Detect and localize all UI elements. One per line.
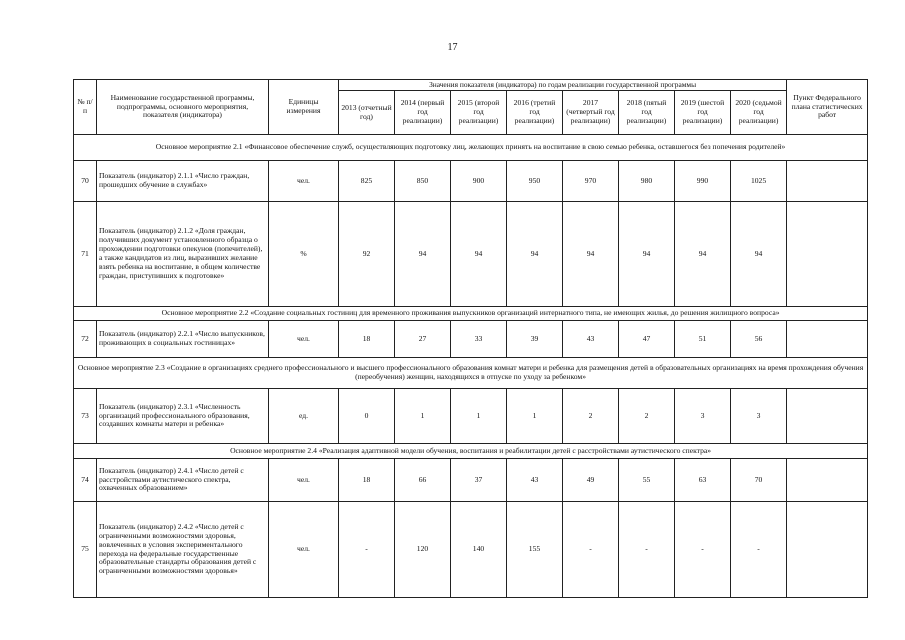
stat-plan-cell: [787, 321, 868, 358]
row-number: 73: [74, 389, 97, 444]
value-cell: 155: [507, 502, 563, 598]
value-cell: 0: [339, 389, 395, 444]
value-cell: 3: [675, 389, 731, 444]
value-cell: 1025: [731, 161, 787, 202]
indicator-name: Показатель (индикатор) 2.4.1 «Число детей с расстройствами аутистического спектра, охваченных образованием»: [97, 459, 269, 502]
value-cell: 94: [507, 202, 563, 307]
unit-cell: чел.: [269, 459, 339, 502]
value-cell: 55: [619, 459, 675, 502]
value-cell: 950: [507, 161, 563, 202]
value-cell: 1: [395, 389, 451, 444]
section-row: Основное мероприятие 2.2 «Создание социальных гостиниц для временного проживания выпускников организаций интернатного типа, не имеющих жилья, до решения жилищного вопроса»: [74, 307, 868, 321]
header-name: Наименование государственной программы, подпрограммы, основного мероприятия, показателя (индикатора): [97, 80, 269, 135]
unit-cell: чел.: [269, 321, 339, 358]
value-cell: -: [619, 502, 675, 598]
value-cell: 92: [339, 202, 395, 307]
header-year-2016: 2016 (третий год реализации): [507, 91, 563, 135]
indicator-name: Показатель (индикатор) 2.1.2 «Доля граждан, получивших документ установленного образца о прохождении подготовки опекунов (попечителей), а также кандидатов из лиц, выразивших желание взять ребенка на воспитание, в общем количестве граждан, приступивших к подготовке»: [97, 202, 269, 307]
value-cell: 94: [675, 202, 731, 307]
value-cell: 94: [619, 202, 675, 307]
header-year-2020: 2020 (седьмой год реализации): [731, 91, 787, 135]
indicator-name: Показатель (индикатор) 2.1.1 «Число граждан, прошедших обучение в службах»: [97, 161, 269, 202]
header-num: № п/п: [74, 80, 97, 135]
stat-plan-cell: [787, 389, 868, 444]
value-cell: 900: [451, 161, 507, 202]
row-number: 72: [74, 321, 97, 358]
header-year-2018: 2018 (пятый год реализации): [619, 91, 675, 135]
header-year-2014: 2014 (первый год реализации): [395, 91, 451, 135]
unit-cell: ед.: [269, 389, 339, 444]
value-cell: 1: [451, 389, 507, 444]
value-cell: -: [731, 502, 787, 598]
value-cell: 56: [731, 321, 787, 358]
value-cell: -: [563, 502, 619, 598]
indicator-name: Показатель (индикатор) 2.4.2 «Число детей с ограниченными возможностями здоровья, вовлеченных в условия экспериментального перехода на федеральные государственные образовательные стандарты образования детей с ограниченными возможностями здоровья»: [97, 502, 269, 598]
section-row: Основное мероприятие 2.4 «Реализация адаптивной модели обучения, воспитания и реабилитации детей с расстройствами аутистического спектра»: [74, 444, 868, 459]
value-cell: -: [675, 502, 731, 598]
header-stat-plan: Пункт Федерального плана статистических работ: [787, 80, 868, 135]
row-number: 70: [74, 161, 97, 202]
value-cell: 43: [563, 321, 619, 358]
indicator-name: Показатель (индикатор) 2.3.1 «Численность организаций профессионального образования, создавших комнаты матери и ребенка»: [97, 389, 269, 444]
header-year-2015: 2015 (второй год реализации): [451, 91, 507, 135]
value-cell: 120: [395, 502, 451, 598]
value-cell: 43: [507, 459, 563, 502]
value-cell: 990: [675, 161, 731, 202]
header-years-group: Значения показателя (индикатора) по годам реализации государственной программы: [339, 80, 787, 91]
value-cell: 66: [395, 459, 451, 502]
stat-plan-cell: [787, 459, 868, 502]
value-cell: 27: [395, 321, 451, 358]
header-year-2017: 2017 (четвертый год реализации): [563, 91, 619, 135]
header-year-2019: 2019 (шестой год реализации): [675, 91, 731, 135]
value-cell: 850: [395, 161, 451, 202]
section-row: Основное мероприятие 2.1 «Финансовое обеспечение служб, осуществляющих подготовку лиц, желающих принять на воспитание в свою семью ребенка, оставшегося без попечения родителей»: [74, 135, 868, 161]
value-cell: 1: [507, 389, 563, 444]
value-cell: 94: [563, 202, 619, 307]
value-cell: 63: [675, 459, 731, 502]
value-cell: 94: [731, 202, 787, 307]
value-cell: 39: [507, 321, 563, 358]
value-cell: 49: [563, 459, 619, 502]
row-number: 74: [74, 459, 97, 502]
value-cell: 37: [451, 459, 507, 502]
value-cell: 18: [339, 321, 395, 358]
value-cell: 47: [619, 321, 675, 358]
value-cell: 825: [339, 161, 395, 202]
value-cell: 970: [563, 161, 619, 202]
value-cell: 94: [451, 202, 507, 307]
indicator-name: Показатель (индикатор) 2.2.1 «Число выпускников, проживающих в социальных гостиницах»: [97, 321, 269, 358]
value-cell: 70: [731, 459, 787, 502]
value-cell: 2: [563, 389, 619, 444]
page-number: 17: [447, 42, 458, 53]
value-cell: 33: [451, 321, 507, 358]
stat-plan-cell: [787, 502, 868, 598]
value-cell: 980: [619, 161, 675, 202]
unit-cell: %: [269, 202, 339, 307]
unit-cell: чел.: [269, 502, 339, 598]
value-cell: 3: [731, 389, 787, 444]
row-number: 75: [74, 502, 97, 598]
value-cell: 140: [451, 502, 507, 598]
stat-plan-cell: [787, 202, 868, 307]
unit-cell: чел.: [269, 161, 339, 202]
indicators-table: [73, 79, 868, 598]
stat-plan-cell: [787, 161, 868, 202]
value-cell: 51: [675, 321, 731, 358]
section-row: Основное мероприятие 2.3 «Создание в организациях среднего профессионального и высшего профессионального образования комнат матери и ребенка для размещения детей в образовательных организациях на время прохождения обучения (переобучения) женщин, находящихся в отпуске по уходу за ребенком»: [74, 358, 868, 389]
row-number: 71: [74, 202, 97, 307]
value-cell: 18: [339, 459, 395, 502]
header-unit: Единицы измерения: [269, 80, 339, 135]
value-cell: 2: [619, 389, 675, 444]
value-cell: -: [339, 502, 395, 598]
header-year-2013: 2013 (отчетный год): [339, 91, 395, 135]
value-cell: 94: [395, 202, 451, 307]
